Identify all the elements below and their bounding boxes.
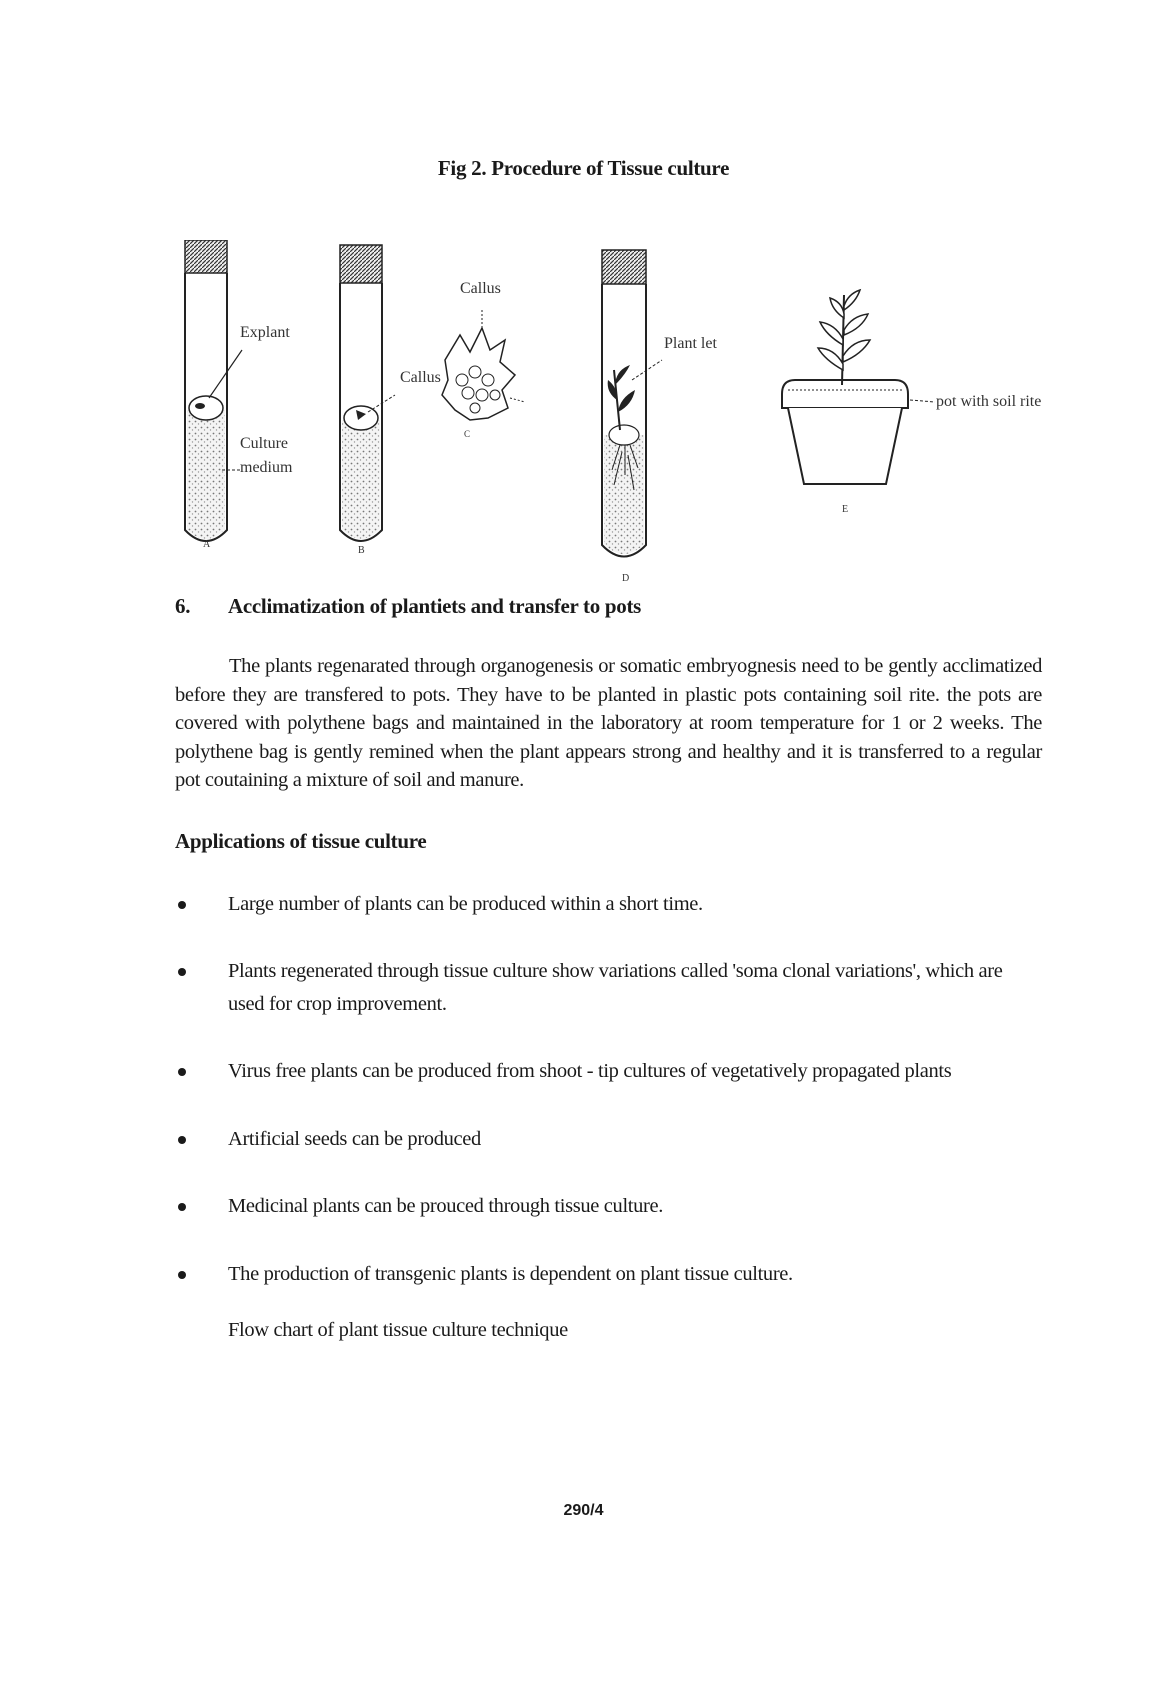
list-item-text: Artificial seeds can be produced [228, 1128, 481, 1150]
panel-letter-e: E [842, 504, 849, 515]
applications-heading: Applications of tissue culture [175, 829, 427, 853]
callus-mass-c [442, 310, 525, 420]
panel-letter-a: A [203, 539, 211, 550]
acclimatization-paragraph [175, 652, 1042, 795]
list-item-text: Large number of plants can be produced within a short time. [228, 893, 703, 915]
list-item-text: Medicinal plants can be prouced through tissue culture. [228, 1195, 664, 1217]
list-item-text: Plants regenerated through tissue culture show variations called 'soma clonal variations', which are used for crop improvement. [228, 960, 1003, 1015]
page-number: 290/4 [563, 1502, 604, 1519]
list-item [175, 1258, 1045, 1292]
bullet-icon [178, 1203, 186, 1211]
bullet-icon [178, 1271, 186, 1279]
list-item-text: Virus free plants can be produced from shoot - tip cultures of vegetatively propagated plants [228, 1060, 952, 1082]
figure-title: Fig 2. Procedure of Tissue culture [437, 156, 730, 180]
tissue-culture-diagram [170, 240, 1050, 585]
list-item [175, 1123, 1045, 1157]
label-medium: medium [240, 459, 293, 476]
panel-letter-c: C [464, 429, 471, 439]
list-item [175, 1055, 1045, 1089]
bullet-icon [178, 901, 186, 909]
flowchart-caption: Flow chart of plant tissue culture technique [228, 1319, 568, 1341]
label-callus-c: Callus [460, 280, 501, 297]
panel-letter-d: D [622, 573, 630, 584]
test-tube-b [340, 245, 395, 541]
test-tube-a [185, 240, 242, 541]
section-heading [175, 594, 641, 619]
list-item [175, 955, 1045, 1023]
list-item-text: The production of transgenic plants is dependent on plant tissue culture. [228, 1263, 793, 1285]
label-culture: Culture [240, 435, 288, 452]
bullet-icon [178, 1068, 186, 1076]
label-callus-b: Callus [400, 369, 441, 386]
list-item [175, 1190, 1045, 1224]
label-pot-soil-rite: pot with soil rite [936, 393, 1042, 410]
bullet-icon [178, 1136, 186, 1144]
bullet-icon [178, 968, 186, 976]
section-title: Acclimatization of plantiets and transfer to pots [228, 594, 642, 618]
label-plantlet: Plant let [664, 335, 717, 352]
panel-letter-b: B [358, 545, 365, 556]
list-item [175, 888, 1045, 922]
section-number: 6. [175, 594, 191, 618]
paragraph-text: The plants regenarated through organogenesis or somatic embryognesis need to be gently acclimatized before they are transfered to pots. They have to be planted in plastic pots containing soil rite. the pots are covered with polythene bags and maintained in the laboratory at room temperature for 1 or 2 weeks. The polythene bag is gently remined when the plant appears strong and healthy and it is transferred to a regular pot coutaining a mixture of soil and manure. [175, 655, 1042, 791]
plant-pot-e [782, 290, 935, 484]
tissue-culture-figure [170, 240, 1050, 585]
test-tube-d [602, 250, 662, 557]
label-explant: Explant [240, 324, 290, 341]
